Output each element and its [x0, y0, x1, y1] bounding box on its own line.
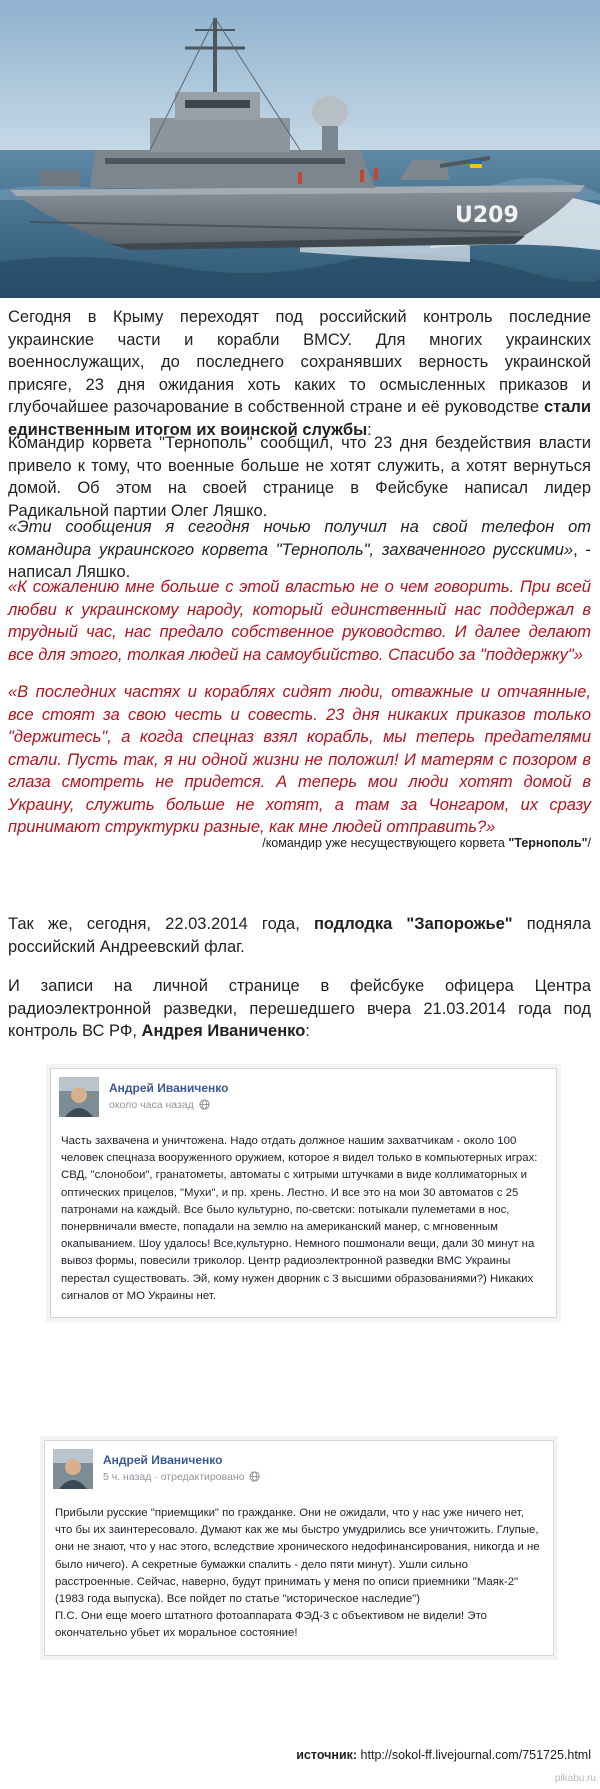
quote-signature	[8, 832, 591, 855]
source-line	[296, 1748, 591, 1762]
signature-text: /командир уже несуществующего корвета	[262, 836, 509, 850]
globe-icon[interactable]	[249, 1471, 260, 1482]
post-text: Прибыли русские "приемщики" по гражданке. Они не ожидали, что у нас уже ничего нет, что бы их заинтересовало. Думают как же мы быстро умудрились все уничтожить. Глупые, они не знают, что у нас этого, вследствие хронического недофинансирования, никогда и не было ничего). А секретные бумажки спалить - дело пяти минут). Ушли сильно расстроенные. Сейчас, наверно, будут принимать у меня по описи приемники "Маяк-2" (1983 года выпуска). Все пойдет по статье "историческое наследие")	[55, 1507, 540, 1606]
post-header	[45, 1441, 553, 1505]
commander-quote-1-text: «К сожалению мне больше с этой властью не о чем говорить. При всей любви к украинскому народу, который единственный нас поддержал в трудный час, нас предало собственное руководство. И далее делают все для этого, толкая людей на самоубийство. Спасибо за "поддержку"»	[8, 578, 591, 664]
intro-paragraph	[8, 306, 591, 441]
quote-commander-2	[8, 681, 591, 839]
source-label: источник:	[296, 1748, 358, 1762]
post-header	[51, 1069, 556, 1133]
submarine-text: Так же, сегодня, 22.03.2014 года,	[8, 915, 314, 933]
author-name-link[interactable]: Андрей Иваниченко	[103, 1453, 223, 1467]
avatar[interactable]	[59, 1077, 99, 1117]
post-text-ps: П.С. Они еще моего штатного фотоаппарата ФЭД-3 с объективом не видели! Это окончательно убьет их моральное состояние!	[55, 1610, 487, 1640]
intro-emphasis: стали единственным итогом их воинской службы	[8, 398, 591, 439]
signature-end: /	[587, 836, 591, 850]
avatar[interactable]	[53, 1449, 93, 1489]
paragraph-commander-report	[8, 432, 591, 522]
signature-ship: "Тернополь"	[508, 836, 588, 850]
commander-quote-2-text: «В последних частях и кораблях сидят люди, отважные и отчаянные, все стоят за свою честь и совесть. 23 дня никаких приказов только "держитесь", а когда спецназ взял корабль, мы теперь предателями стали. Пусть так, я ни одной жизни не положил! И матерям с позором в глаза смотреть не придется. А теперь мои люди хотят домой в Украину, служить больше не хотят, а там за Чонгаром, их сразу принимают структурки разные, как мне людей отправить?»	[8, 683, 591, 836]
post-body	[45, 1505, 553, 1655]
quote-lyashko	[8, 516, 591, 584]
post-body	[51, 1133, 556, 1317]
facebook-intro-colon: :	[305, 1022, 310, 1040]
facebook-post-1	[50, 1068, 557, 1318]
submarine-name: подлодка "Запорожье"	[313, 915, 513, 933]
intro-colon: :	[367, 420, 372, 439]
commander-report-text: Командир корвета "Тернополь" сообщил, что 23 дня бездействия власти привело к тому, что военные больше не хотят служить, а хотят вернуться домой. Об этом на своей странице в Фейсбуке написал лидер Радикальной партии Олег Ляшко.	[8, 434, 591, 520]
lyashko-quote-text: «Эти сообщения я сегодня ночью получил на свой телефон от командира украинского корвета "Тернополь", захваченного русскими»	[8, 518, 591, 559]
author-name-link[interactable]: Андрей Иваниченко	[109, 1081, 229, 1095]
submarine-text-end: подняла российский Андреевский флаг.	[8, 915, 591, 956]
intro-text: Сегодня в Крыму переходят под российский контроль последние украинские части и корабли ВМСУ. Для многих украинских военнослужащих, до последнего сохранявших верность украинской присяге, 23 дня ожидания хоть каких то осмысленных приказов и глубочайшее разочарование в собственной стране и её руководстве	[8, 308, 591, 416]
source-link[interactable]: http://sokol-ff.livejournal.com/751725.html	[360, 1748, 591, 1762]
globe-icon[interactable]	[199, 1099, 210, 1110]
quote-commander-1	[8, 576, 591, 666]
ship-photo	[0, 0, 600, 298]
officer-name: Андрея Иваниченко	[141, 1022, 306, 1040]
hull-number: U209	[455, 203, 519, 228]
facebook-post-2	[44, 1440, 554, 1656]
paragraph-facebook-intro	[8, 975, 591, 1043]
lyashko-attribution: , - написал Ляшко.	[8, 540, 591, 581]
post-text: Часть захвачена и уничтожена. Надо отдать должное нашим захватчикам - около 100 человек спецназа вооруженного оружием, которое я видел только в компьютерных играх: СВД, "слонобои", гранатометы, автоматы с хитрыми штучками в виде коллиматорных и оптических прицелов, "Мухи", и пр. хрень. Лестно. И все это на мои 30 автоматов с 25 патронами на каждый. Все было культурно, по-светски: потыкали пулеметами в нос, понервничали вместе, попадали на землю на американский манер, с мгновенным окапыванием. Шоу удалось! Все,культурно. Немного пошмонали вещи, дали 30 минут на вывоз формы, повесили триколор. Центр радиоэлектронной разведки ВМС Украины перестал существовать. Эй, кому нужен дворник с 3 высшими образованиями?) Никаких сигналов от МО Украины нет.	[61, 1135, 538, 1302]
post-timestamp[interactable]: около часа назад	[109, 1099, 194, 1111]
post-timestamp[interactable]: 5 ч. назад · отредактировано	[103, 1471, 245, 1483]
facebook-intro-text: И записи на личной странице в фейсбуке офицера Центра радиоэлектронной разведки, перешедшего вчера 21.03.2014 года под контроль ВС РФ,	[8, 977, 591, 1040]
paragraph-submarine	[8, 913, 591, 958]
watermark: pikabu.ru	[554, 1773, 596, 1784]
